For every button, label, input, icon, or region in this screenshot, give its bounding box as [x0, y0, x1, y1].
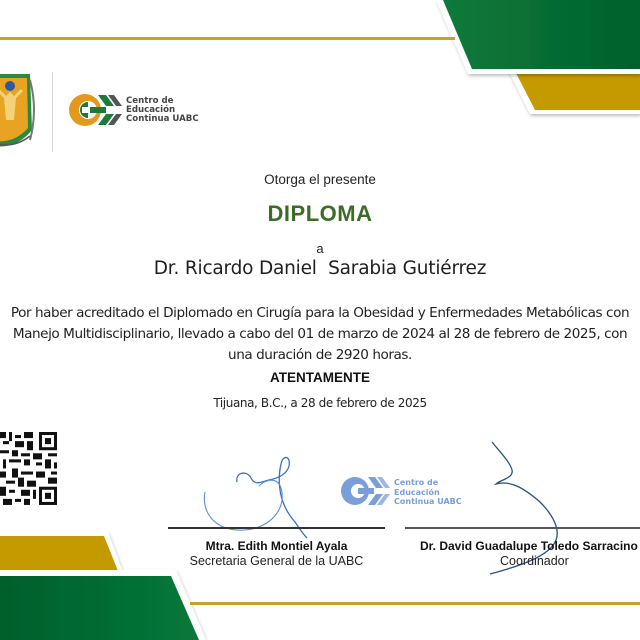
signatory-1-name: Mtra. Edith Montiel Ayala — [205, 539, 348, 553]
signature-line-left — [168, 527, 385, 529]
cec-logo-icon — [68, 92, 124, 128]
bottom-gold-line — [190, 602, 640, 605]
signature-left — [195, 452, 325, 542]
connector-text: a — [316, 241, 324, 256]
closing-text: ATENTAMENTE — [270, 370, 370, 385]
signature-line-right — [405, 527, 640, 529]
uabc-coat-of-arms-logo — [0, 70, 38, 154]
recipient-name: Dr. Ricardo Daniel Sarabia Gutiérrez — [153, 258, 487, 279]
signatory-2-role: Coordinador — [500, 554, 569, 568]
diploma-title: DIPLOMA — [267, 201, 373, 226]
top-gold-line — [0, 37, 455, 40]
cec-logo-line3: Continua UABC — [126, 114, 199, 125]
certificate-body: Por haber acreditado el Diplomado en Cirugía para la Obesidad y Enfermedades Metabólicas con Manejo Multidisciplinario, llevado a cabo del 01 de marzo de 2024 al 28 de febrero de 2025, con una duración de 2920 horas. — [10, 305, 630, 363]
verification-qr-code[interactable] — [0, 432, 60, 508]
signatory-2-name: Dr. David Guadalupe Toledo Sarracino — [420, 539, 638, 553]
cec-logo-line1: Centro de — [126, 96, 174, 106]
place-date: Tijuana, B.C., a 28 de febrero de 2025 — [213, 396, 427, 410]
logo-separator — [52, 72, 53, 152]
cec-stamp-icon — [340, 474, 392, 508]
signatory-1-role: Secretaria General de la UABC — [189, 554, 364, 568]
cec-logo-text — [126, 97, 199, 125]
stamp-line3: Continua UABC — [394, 497, 462, 506]
stamp-line1: Centro de — [394, 478, 439, 487]
intro-text: Otorga el presente — [264, 172, 376, 187]
stamp-line2: Educación — [394, 487, 440, 497]
cec-logo-line2: Educación — [126, 105, 176, 116]
cec-stamp-text — [394, 478, 462, 507]
